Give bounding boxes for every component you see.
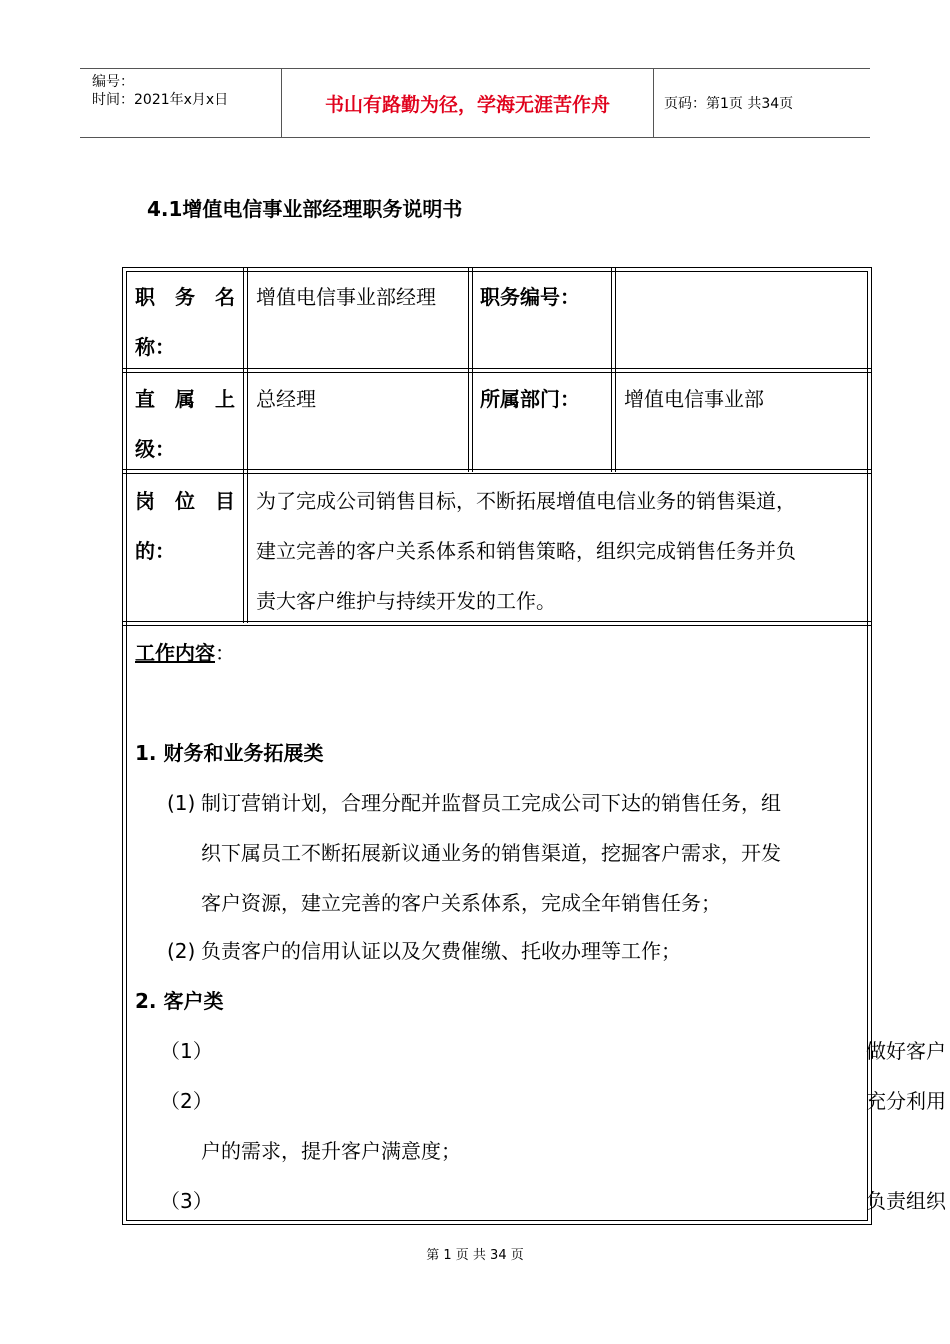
table-divider: [123, 469, 871, 470]
purpose-line: 建立完善的客户关系体系和销售策略，组织完成销售任务并负: [256, 539, 796, 563]
item-number: （2）: [160, 1089, 213, 1113]
table-divider: [472, 268, 473, 472]
purpose-line: 为了完成公司销售目标，不断拓展增值电信业务的销售渠道，: [256, 489, 796, 513]
section-2-title: 2. 客户类: [135, 989, 224, 1013]
table-divider: [123, 368, 871, 369]
table-divider: [243, 268, 244, 623]
dept-value: 增值电信事业部: [624, 387, 764, 411]
work-content-heading: [135, 628, 235, 678]
item-1-line: 织下属员工不断拓展新议通业务的销售渠道，挖掘客户需求，开发: [201, 841, 781, 865]
item-number: （3）: [160, 1189, 213, 1213]
superior-label: 直 属 上: [135, 387, 235, 411]
superior-label-cont: 级：: [135, 437, 175, 461]
client-item-2-text: 充分利用: [866, 1089, 946, 1113]
item-1-line: 制订营销计划，合理分配并监督员工完成公司下达的销售任务，组: [201, 791, 781, 815]
job-name-value: 增值电信事业部经理: [256, 285, 436, 309]
purpose-label: 岗 位 目: [135, 489, 235, 513]
table-divider: [123, 473, 871, 474]
item-number: （1）: [160, 1039, 213, 1063]
item-2-text: 负责客户的信用认证以及欠费催缴、托收办理等工作；: [201, 939, 681, 963]
item-number: (2): [167, 939, 196, 963]
page-footer: 第 1 页 共 34 页: [426, 1248, 524, 1263]
work-content-label: 工作内容: [135, 641, 215, 665]
document-title: 4.1增值电信事业部经理职务说明书: [147, 197, 463, 221]
purpose-line: 责大客户维护与持续开发的工作。: [256, 589, 556, 613]
page-label: 页码：第1页 共34页: [664, 96, 794, 112]
job-name-label: 职 务 名: [135, 285, 235, 309]
table-divider: [123, 372, 871, 373]
dept-label: 所属部门：: [480, 387, 580, 411]
header-info: [80, 69, 282, 137]
client-item-1-text: 做好客户: [866, 1039, 946, 1063]
client-item-3-text: 负责组织: [866, 1189, 946, 1213]
motto: 书山有路勤为径，学海无涯苦作舟: [282, 69, 654, 137]
table-divider: [247, 268, 248, 623]
client-item-2-cont: 户的需求，提升客户满意度；: [201, 1139, 461, 1163]
table-divider: [615, 268, 616, 472]
time-label: 时间：2021年x月x日: [92, 92, 229, 108]
item-number: (1): [167, 791, 196, 815]
job-name-label-cont: 称：: [135, 335, 175, 359]
table-divider: [468, 268, 469, 472]
item-1-line: 客户资源，建立完善的客户关系体系，完成全年销售任务；: [201, 891, 721, 915]
work-content-colon: ：: [215, 641, 235, 665]
job-code-label: 职务编号：: [480, 285, 580, 309]
purpose-label-cont: 的：: [135, 539, 175, 563]
superior-value: 总经理: [256, 387, 316, 411]
code-label: 编号：: [92, 74, 134, 90]
section-1-title: 1. 财务和业务拓展类: [135, 741, 324, 765]
table-divider: [611, 268, 612, 472]
page-header: [80, 68, 870, 138]
